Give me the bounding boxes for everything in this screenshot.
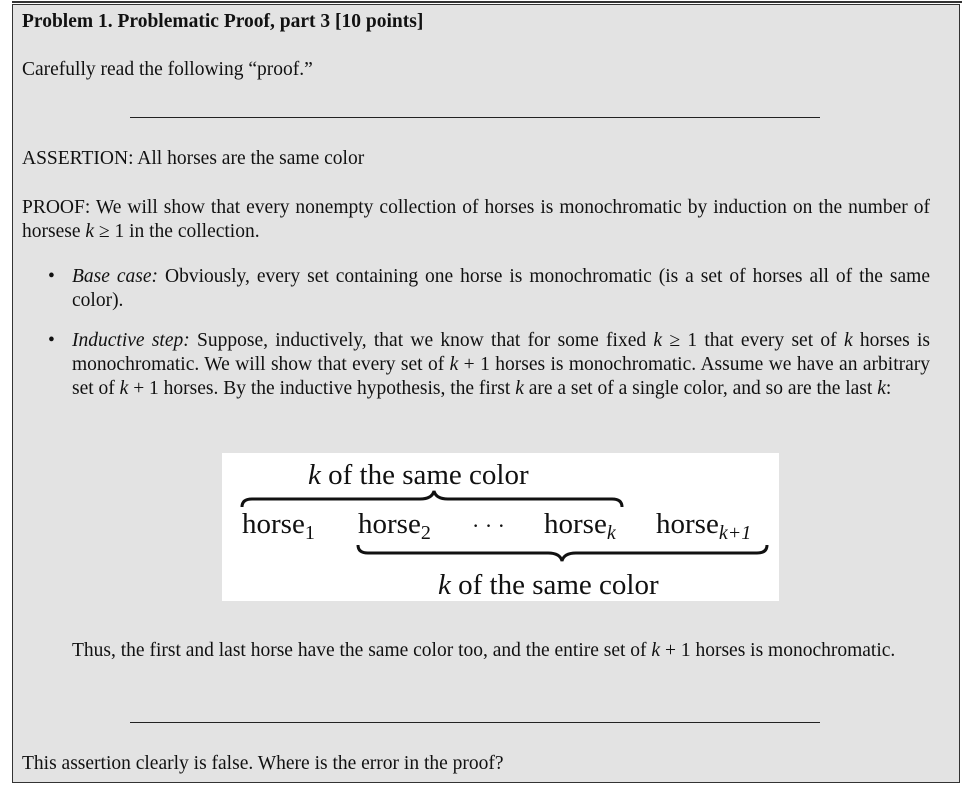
horses-figure bbox=[222, 453, 779, 601]
divider-bottom bbox=[130, 722, 820, 723]
top-brace-label: k of the same color bbox=[308, 459, 529, 491]
points-label: [10 points] bbox=[335, 11, 424, 32]
proof-intro: PROOF: We will show that every nonempty collection of horses is monochromatic by induction on the number of horsese k ≥ 1 in the collection. bbox=[22, 197, 930, 242]
horse-1: horse$_1$ bbox=[242, 508, 315, 544]
bottom-brace-label: k of the same color bbox=[438, 569, 659, 601]
intro-text: Carefully read the following “proof.” bbox=[22, 59, 313, 80]
base-case-item bbox=[48, 265, 930, 313]
horse-k-plus-1: horse$_{k+1}$ bbox=[656, 508, 752, 544]
horse-2: horse$_2$ bbox=[358, 508, 431, 544]
base-case-text: Obviously, every set containing one horse is monochromatic (is a set of horses all of the same color). bbox=[72, 266, 930, 311]
horse-k: horse$_k$ bbox=[544, 508, 616, 544]
inductive-step-item: • Inductive step: Suppose, inductively, that we know that for some fixed k ≥ 1 that every set of k horses is monochromatic. We will show that every set of k + 1 horses is monochromatic. Assume we have an arbitrary set of k + 1 horses. By the inductive hypothesis, the first k are a set of a single color, and so are the last k: bbox=[48, 330, 930, 399]
bullet-icon: • bbox=[48, 330, 55, 351]
bullet-icon: • bbox=[48, 266, 55, 287]
assertion-text: ASSERTION: All horses are the same color bbox=[22, 148, 365, 169]
bottom-brace bbox=[358, 545, 767, 561]
divider-top bbox=[130, 117, 820, 118]
top-brace bbox=[242, 491, 622, 507]
inductive-step-label: Inductive step: bbox=[72, 330, 190, 351]
top-border bbox=[12, 1, 962, 3]
conclusion-text: Thus, the first and last horse have the same color too, and the entire set of k + 1 horses is monochromatic. bbox=[72, 640, 896, 661]
ellipsis: · · · bbox=[472, 513, 505, 538]
base-case-label: Base case: bbox=[72, 266, 159, 287]
closing-question: This assertion clearly is false. Where is the error in the proof? bbox=[22, 753, 504, 774]
problem-title: Problem 1. Problematic Proof, part 3 [10 points] bbox=[22, 11, 424, 32]
